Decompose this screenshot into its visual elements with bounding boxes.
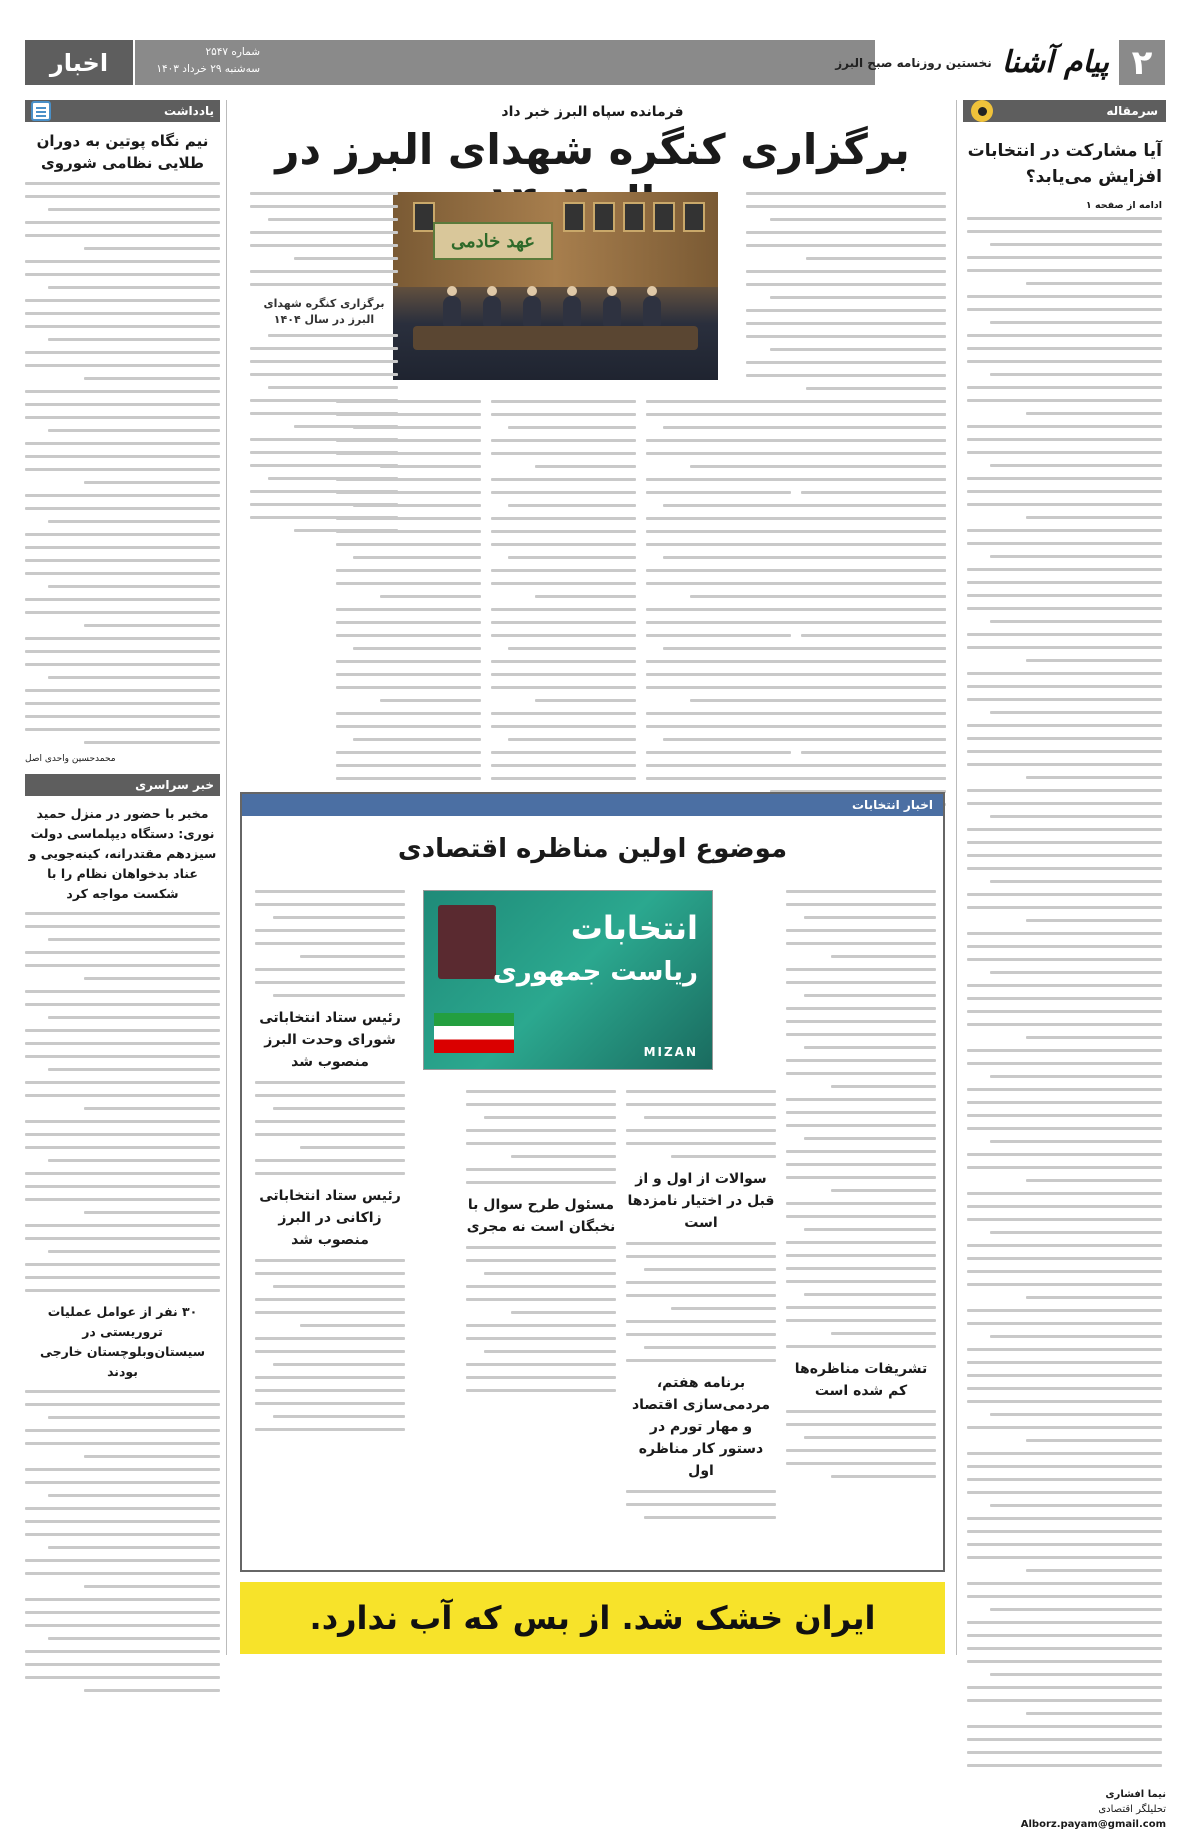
news1-title: مخبر با حضور در منزل حمید نوری: دستگاه دیپلماسی دولت سیزدهم مقتدرانه، کینه‌جویی و عناد بدخواهان نظام را با شکست مواجه کرد <box>28 806 217 901</box>
passport-icon <box>438 905 496 979</box>
masthead-brand <box>835 40 1165 85</box>
main-lower-col-2 <box>646 400 791 790</box>
issue-date: سه‌شنبه ۲۹ خرداد ۱۴۰۳ <box>156 63 260 75</box>
bottom-banner <box>240 1582 945 1654</box>
election-sub3: مسئول طرح سوال با نخبگان است نه مجری <box>466 1197 616 1235</box>
main-subhead: برگزاری کنگره شهدای البرز در سال ۱۴۰۴ <box>263 297 385 326</box>
note-author: محمدحسین واحدی اصل <box>25 754 116 764</box>
election-col-left <box>255 890 405 1441</box>
news2-body <box>25 1390 220 1692</box>
poster-line2: ریاست جمهوری <box>492 957 698 987</box>
main-kicker: فرمانده سپاه البرز خبر داد <box>501 104 684 120</box>
note-title: نیم نگاه پوتین به دوران طلایی نظامی شوروی <box>36 132 209 172</box>
section-label: اخبار <box>25 40 133 85</box>
editorial-column <box>956 100 1166 1830</box>
editorial-author <box>963 1787 1166 1832</box>
author-name: نیما افشاری <box>1105 1789 1166 1800</box>
author-role: تحلیلگر اقتصادی <box>1098 1804 1166 1815</box>
continued-note: ادامه از صفحه ۱ <box>1085 200 1162 211</box>
issue-meta <box>140 44 260 78</box>
flag-icon <box>434 1013 514 1053</box>
editorial-tag <box>963 100 1166 122</box>
photo-banner: عهد خادمی <box>433 222 553 260</box>
election-poster <box>423 890 713 1070</box>
poster-line1: انتخابات <box>570 909 698 947</box>
masthead <box>25 40 1165 85</box>
main-lower-col-1 <box>801 400 946 790</box>
editorial-body <box>963 217 1166 1767</box>
editorial-tag-label: سرمقاله <box>1106 104 1158 118</box>
news2-title: ۳۰ نفر از عوامل عملیات تروریستی در سیستان‌وبلوچستان خارجی بودند <box>39 1304 206 1379</box>
eye-icon <box>971 100 993 122</box>
election-sub6: تشریفات مناظره‌ها کم شده است <box>794 1361 928 1399</box>
election-tag: اخبار انتخابات <box>242 794 943 816</box>
election-sub4: سوالات از اول و از قبل در اختیار نامزدها است <box>627 1171 775 1231</box>
bottom-banner-text: ایران خشک شد. از بس که آب ندارد. <box>309 1599 876 1637</box>
election-sub2: رئیس ستاد انتخاباتی زاکانی در البرز منصوب شد <box>259 1188 401 1248</box>
news-tag-label: خبر سراسری <box>135 778 214 792</box>
election-col-mid2 <box>466 1090 616 1402</box>
tagline: نخستین روزنامه صبح البرز <box>835 55 992 70</box>
main-lower-col-3 <box>491 400 636 790</box>
note-body <box>25 182 220 744</box>
election-col-right <box>786 890 936 1488</box>
election-sub1: رئیس ستاد انتخاباتی شورای وحدت البرز منصوب شد <box>259 1010 401 1070</box>
election-title: موضوع اولین مناظره اقتصادی <box>397 834 788 864</box>
main-lower-col-4 <box>336 400 481 790</box>
news-tag <box>25 774 220 796</box>
election-col-mid <box>626 1090 776 1529</box>
note-tag <box>25 100 220 122</box>
conference-photo <box>393 192 718 380</box>
issue-number: شماره ۲۵۴۷ <box>205 46 260 58</box>
author-email[interactable]: Alborz.payam@gmail.com <box>1020 1819 1166 1830</box>
editorial-title: آیا مشارکت در انتخابات افزایش می‌یابد؟ <box>967 141 1162 187</box>
poster-brand: MIZAN <box>643 1045 698 1059</box>
main-headline: برگزاری کنگره شهدای البرز در <box>275 125 910 174</box>
note-tag-label: یادداشت <box>164 104 214 118</box>
newspaper-logo: پیام آشنا <box>1001 45 1109 80</box>
left-column <box>25 100 227 1655</box>
election-sub5: برنامه هفتم، مردمی‌سازی اقتصاد و مهار تورم در دستور کار مناظره اول <box>631 1375 771 1479</box>
news1-body <box>25 912 220 1292</box>
page-number: ۲ <box>1119 40 1165 85</box>
notepad-icon <box>31 101 51 121</box>
